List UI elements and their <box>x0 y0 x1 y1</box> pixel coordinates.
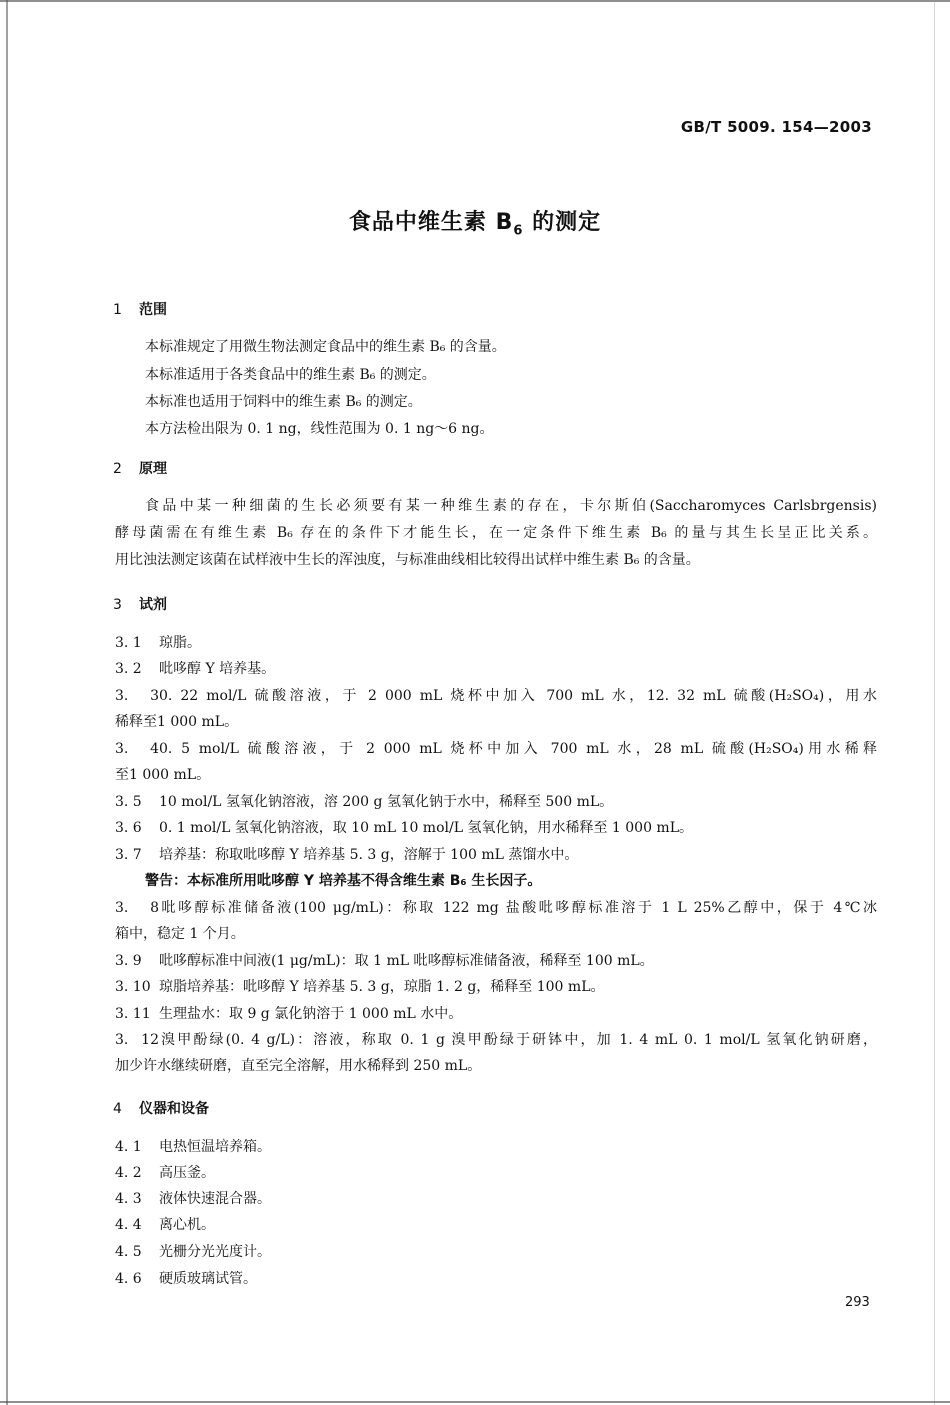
equipment-item <box>115 1270 257 1288</box>
principle-line: 用比浊法测定该菌在试样液中生长的浑浊度，与标准曲线相比较得出试样中维生素 B₆ 的含量。 <box>115 552 700 568</box>
reagent-item <box>115 687 877 705</box>
reagent-item <box>115 899 877 917</box>
scope-paragraph: 本方法检出限为 0. 1 ng，线性范围为 0. 1 ng～6 ng。 <box>145 421 494 437</box>
standard-number: GB/T 5009. 154—2003 <box>680 118 872 136</box>
scope-paragraph: 本标准也适用于饲料中的维生素 B₆ 的测定。 <box>145 394 422 410</box>
item-text: 溴甲酚绿(0. 4 g/L)：溶液，称取 0. 1 g 溴甲酚绿于研钵中，加 1. 4 mL 0. 1 mol/L 氢氧化钠研磨， <box>159 1032 877 1048</box>
document-title <box>0 205 950 238</box>
reagent-item <box>115 952 654 970</box>
reagent-item <box>115 634 201 652</box>
item-number: 3. 12 <box>115 1032 159 1048</box>
item-text: 硬质玻璃试管。 <box>159 1271 257 1287</box>
section-title: 原理 <box>139 461 167 477</box>
item-text: 10 mol/L 氢氧化钠溶液，溶 200 g 氢氧化钠于水中，稀释至 500 mL。 <box>159 794 614 810</box>
item-number: 3. 8 <box>115 900 159 916</box>
item-number: 3. 7 <box>115 847 142 863</box>
item-text: 培养基：称取吡哆醇 Y 培养基 5. 3 g，溶解于 100 mL 蒸馏水中。 <box>159 847 579 863</box>
reagent-item <box>115 819 693 837</box>
item-text: 液体快速混合器。 <box>159 1191 271 1207</box>
section-title: 仪器和设备 <box>139 1101 209 1117</box>
equipment-item <box>115 1164 215 1182</box>
section-title: 范围 <box>139 302 167 318</box>
title-tail: 的测定 <box>523 210 602 235</box>
item-number: 3. 2 <box>115 661 142 677</box>
reagent-item-continued: 至1 000 mL。 <box>115 767 211 783</box>
scan-border-bottom <box>0 1401 950 1403</box>
principle-line: 食品中某一种细菌的生长必须要有某一种维生素的存在，卡尔斯伯(Saccharomyces Carlsbrgensis) <box>145 498 877 514</box>
section-heading-scope <box>113 301 167 319</box>
item-number: 3. 10 <box>115 979 151 995</box>
section-heading-principle <box>113 460 167 478</box>
item-number: 4. 2 <box>115 1165 142 1181</box>
section-heading-reagents <box>113 596 167 614</box>
item-text: 吡哆醇标准中间液(1 μg/mL)：取 1 mL 吡哆醇标准储备液，稀释至 100 mL。 <box>159 953 654 969</box>
equipment-item <box>115 1216 215 1234</box>
scope-paragraph: 本标准适用于各类食品中的维生素 B₆ 的测定。 <box>145 367 436 383</box>
section-number: 2 <box>113 461 122 477</box>
reagent-item-continued: 稀释至1 000 mL。 <box>115 714 239 730</box>
section-heading-equipment <box>113 1100 209 1118</box>
item-text: 吡哆醇标准储备液(100 μg/mL)：称取 122 mg 盐酸吡哆醇标准溶于 1 L 25%乙醇中，保于 4℃冰 <box>159 900 877 916</box>
section-title: 试剂 <box>139 597 167 613</box>
reagent-item <box>115 1031 877 1049</box>
item-text: 高压釜。 <box>159 1165 215 1181</box>
item-text: 琼脂。 <box>159 635 201 651</box>
item-text: 离心机。 <box>159 1217 215 1233</box>
item-text: 琼脂培养基：吡哆醇 Y 培养基 5. 3 g，琼脂 1. 2 g，稀释至 100 mL。 <box>159 979 605 995</box>
item-number: 3. 9 <box>115 953 142 969</box>
section-number: 4 <box>113 1101 122 1117</box>
item-number: 4. 4 <box>115 1217 142 1233</box>
reagent-item-continued: 箱中，稳定 1 个月。 <box>115 926 245 942</box>
item-number: 4. 5 <box>115 1244 142 1260</box>
reagent-item <box>115 793 613 811</box>
item-number: 3. 11 <box>115 1006 151 1022</box>
item-number: 3. 1 <box>115 635 142 651</box>
reagent-item <box>115 660 275 678</box>
item-number: 3. 6 <box>115 820 142 836</box>
item-number: 4. 3 <box>115 1191 142 1207</box>
item-text: 0. 22 mol/L 硫酸溶液，于 2 000 mL 烧杯中加入 700 mL 水，12. 32 mL 硫酸(H₂SO₄)，用水 <box>159 688 877 704</box>
scan-border-top <box>0 0 950 2</box>
scope-paragraph: 本标准规定了用微生物法测定食品中的维生素 B₆ 的含量。 <box>145 339 506 355</box>
item-number: 4. 6 <box>115 1271 142 1287</box>
item-number: 4. 1 <box>115 1139 142 1155</box>
equipment-item <box>115 1138 271 1156</box>
section-number: 3 <box>113 597 122 613</box>
item-text: 吡哆醇 Y 培养基。 <box>159 661 276 677</box>
warning-note: 警告：本标准所用吡哆醇 Y 培养基不得含维生素 B₆ 生长因子。 <box>145 873 542 889</box>
reagent-item <box>115 740 877 758</box>
item-text: 0. 5 mol/L 硫酸溶液，于 2 000 mL 烧杯中加入 700 mL 水，28 mL 硫酸(H₂SO₄)用水稀释 <box>159 741 877 757</box>
item-number: 3. 5 <box>115 794 142 810</box>
equipment-item <box>115 1190 271 1208</box>
equipment-item <box>115 1243 271 1261</box>
principle-line: 酵母菌需在有维生素 B₆ 存在的条件下才能生长，在一定条件下维生素 B₆ 的量与其生长呈正比关系。 <box>115 525 877 541</box>
page-number: 293 <box>845 1295 870 1310</box>
item-number: 3. 4 <box>115 741 159 757</box>
reagent-item-continued: 加少许水继续研磨，直至完全溶解，用水稀释到 250 mL。 <box>115 1058 482 1074</box>
title-main: 食品中维生素 B <box>348 210 514 235</box>
item-text: 电热恒温培养箱。 <box>159 1139 271 1155</box>
title-subscript: 6 <box>513 223 524 239</box>
item-text: 0. 1 mol/L 氢氧化钠溶液，取 10 mL 10 mol/L 氢氧化钠，用水稀释至 1 000 mL。 <box>159 820 694 836</box>
section-number: 1 <box>113 302 122 318</box>
reagent-item <box>115 846 578 864</box>
item-text: 生理盐水：取 9 g 氯化钠溶于 1 000 mL 水中。 <box>159 1006 463 1022</box>
reagent-item <box>115 978 605 996</box>
item-number: 3. 3 <box>115 688 159 704</box>
reagent-item <box>115 1005 462 1023</box>
item-text: 光栅分光光度计。 <box>159 1244 271 1260</box>
